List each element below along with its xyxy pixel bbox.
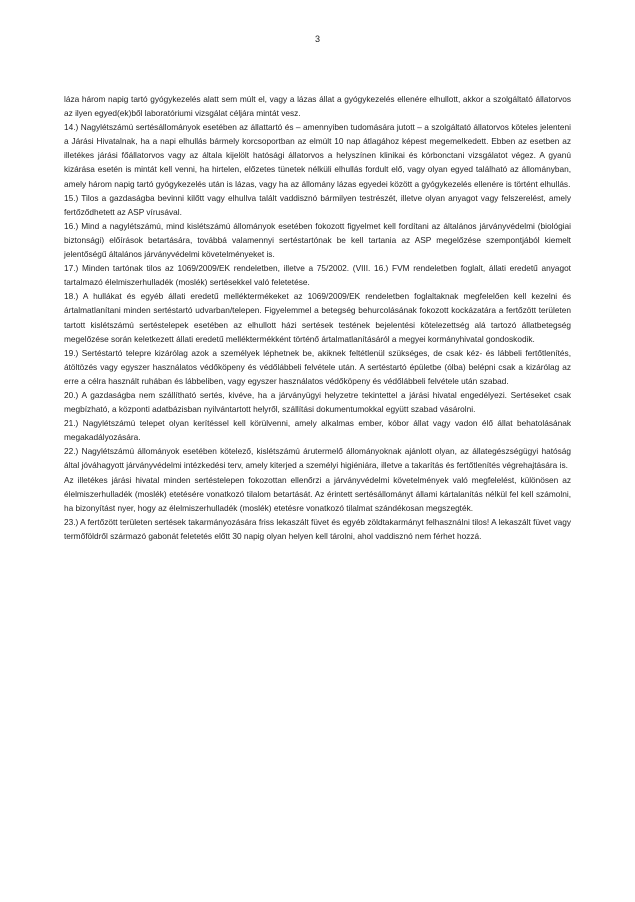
page-number: 3	[314, 34, 320, 44]
paragraph-14: 14.) Nagylétszámú sertésállományok esetében az állattartó és – amennyiben tudomására jutott – a szolgáltató állatorvos köteles jelenteni a Járási Hivatalnak, ha a napi elhullás bármely korcsoportban az elmúlt 10 nap átlagához képest megemelkedett. Ebben az esetben az illetékes járási főállatorvos vagy az általa kijelölt hatósági állatorvos a helyszínen klinikai és kórbonctani vizsgálatot végez. A gyanú kizárása esetén is mintát kell venni, ha hirtelen, előzetes tünetek nélküli elhullás fordult elő, vagy olyan egyed található az állományban, amely három napig tartó gyógykezelés után is lázas, vagy ha az állomány lázas egyedei között a gyógykezelés ellenére is történt elhullás.	[64, 122, 571, 189]
paragraph-17: 17.) Minden tartónak tilos az 1069/2009/EK rendeletben, illetve a 75/2002. (VIII. 16.) FVM rendeletben foglalt, állati eredetű anyagot tartalmazó élelmiszerhulladék (moslék) sertésekkel való feletetése.	[64, 263, 571, 288]
paragraph-continuation: láza három napig tartó gyógykezelés alatt sem múlt el, vagy a lázas állat a gyógykezelés ellenére elhullott, akkor a szolgáltató állatorvos az ilyen egyed(ek)ből laboratóriumi vizsgálat céljára mintát vesz.	[64, 94, 571, 119]
paragraph-20: 20.) A gazdaságba nem szállítható sertés, kivéve, ha a járványügyi helyzetre tekintettel a járási hivatal engedélyezi. Sertéseket csak megbízható, a központi adatbázisban nyilvántartott helyről, szállítási dokumentumokkal együtt szabad vásárolni.	[64, 389, 571, 415]
paragraph-22: 22.) Nagylétszámú állományok esetében kötelező, kislétszámú árutermelő állományoknak ajánlott olyan, az állategészségügyi hatóság által jóváhagyott járványvédelmi intézkedési terv, amely kiterjed a személyi higiéniára, illetve a takarítás és fertőtlenítés végrehajtására is.	[64, 446, 571, 471]
paragraph-21: 21.) Nagylétszámú telepet olyan kerítéssel kell körülvenni, amely alkalmas ember, kóbor állat vagy vadon élő állat behatolásának megakadályozására.	[64, 418, 571, 443]
document-body	[64, 92, 571, 543]
paragraph-18: 18.) A hullákat és egyéb állati eredetű melléktermékeket az 1069/2009/EK rendeletben foglaltaknak megfelelően kell kezelni és ártalmatlanítani minden sertéstartó udvarban/telepen. Figyelemmel a betegség behurcolásának fokozott kockázatára a fertőzött területen tartott kislétszámú sertéstelepek esetében az elhullott házi sertések testének bejelentési kötelezettség alá tartozó állatbetegség megelőzése során keletkezett állati eredetű melléktermékként történő ártalmatlanításáról a megyei kormányhivatal gondoskodik.	[64, 291, 571, 344]
paragraph-23: 23.) A fertőzött területen sertések takarmányozására friss lekaszált füvet és egyéb zöldtakarmányt felhasználni tilos! A lekaszált füvet vagy termőföldről származó gabonát feletetés előtt 30 napig olyan helyen kell tárolni, ahol vaddisznó nem férhet hozzá.	[64, 516, 571, 541]
paragraph-inspection: Az illetékes járási hivatal minden sertéstelepen fokozottan ellenőrzi a járványvédelmi követelmények való megfelelést, különösen az élelmiszerhulladék (moslék) etetésére vonatkozó tilalom betartását. Az érintett sertésállományt állami kártalanítás nélkül fel kell számolni, ha bizonyítást nyer, hogy az élelmiszerhulladék (moslék) etetésre vonatkozó tilalmat szándékosan megszegték.	[64, 474, 571, 513]
paragraph-15: 15.) Tilos a gazdaságba bevinni kilőtt vagy elhullva talált vaddisznó bármilyen testrészét, illetve olyan anyagot vagy felszerelést, amely fertőződhetett az ASP vírusával.	[64, 192, 571, 217]
paragraph-19: 19.) Sertéstartó telepre kizárólag azok a személyek léphetnek be, akiknek feltétlenül szükséges, de csak kéz- és lábbeli fertőtlenítés, átöltözés vagy egyszer használatos védőköpeny és védőlábbeli felvétele után. A sertéstartó épületbe (ólba) belépni csak a kizárólag az erre a célra használt ruhában és lábbeliben, vagy egyszer használatos védőköpeny és védőlábbeli felvétele után szabad.	[64, 347, 571, 386]
paragraph-16: 16.) Mind a nagylétszámú, mind kislétszámú állományok esetében fokozott figyelmet kell fordítani az általános járványvédelmi (biológiai biztonsági) előírások betartására, továbbá valamennyi sertéstartónak be kell tartania az ASP megelőzése szempontjából kiemelt jelentőségű általános járványvédelmi követelményeket is.	[64, 220, 571, 260]
